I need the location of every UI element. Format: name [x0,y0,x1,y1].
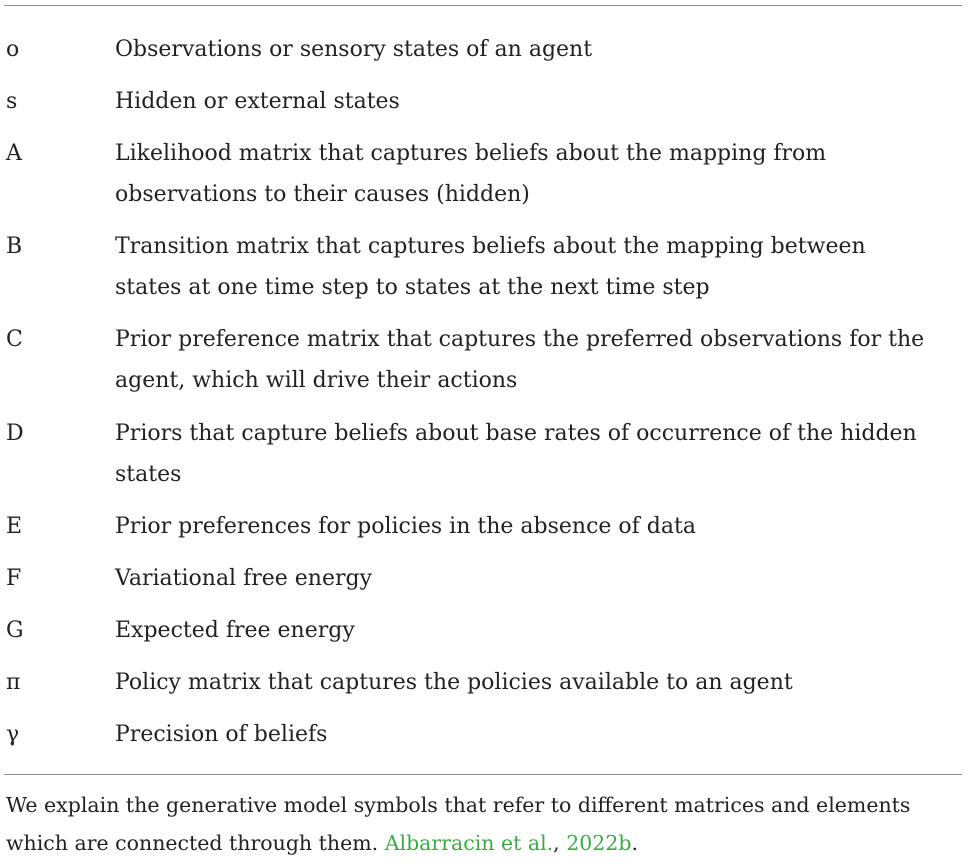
description-cell [115,319,960,401]
description-cell [115,714,960,755]
description-cell [115,29,960,70]
symbol-cell: C [6,327,23,352]
description-line: Prior preferences for policies in the absence of data [115,514,696,539]
description-line: Policy matrix that captures the policies available to an agent [115,670,793,695]
table-top-rule [4,5,962,6]
description-cell [115,413,960,495]
description-line: Precision of beliefs [115,722,328,747]
description-line: Transition matrix that captures beliefs about the mapping between [115,234,866,259]
description-line: states [115,462,182,487]
symbol-cell: γ [6,722,20,747]
description-line: Likelihood matrix that captures beliefs about the mapping from [115,141,827,166]
symbol-cell: A [6,141,22,166]
description-line: Variational free energy [115,566,373,591]
description-line: Observations or sensory states of an agent [115,37,593,62]
caption-period: . [631,831,639,855]
description-line: Expected free energy [115,618,355,643]
caption-line [6,824,964,862]
description-cell [115,662,960,703]
symbol-cell: E [6,514,23,539]
caption-line: We explain the generative model symbols that refer to different matrices and elements [6,793,911,817]
description-line: agent, which will drive their actions [115,368,518,393]
citation-year-link[interactable]: 2022b [566,831,632,855]
symbol-cell: π [6,670,21,695]
table-caption [6,786,964,862]
description-line: Priors that capture beliefs about base rates of occurrence of the hidden [115,421,917,446]
symbol-cell: G [6,618,24,643]
description-line: states at one time step to states at the next time step [115,275,710,300]
symbol-cell: D [6,421,24,446]
description-cell [115,610,960,651]
symbol-cell: s [6,89,18,114]
description-line: observations to their causes (hidden) [115,182,530,207]
caption-text: which are connected through them. [6,831,385,855]
table-bottom-rule [4,774,962,775]
description-cell [115,133,960,215]
symbol-cell: o [6,37,20,62]
symbol-cell: F [6,566,22,591]
description-cell [115,226,960,308]
citation-separator: , [553,831,567,855]
description-line: Prior preference matrix that captures the preferred observations for the [115,327,925,352]
citation-authors-link[interactable]: Albarracin et al. [384,831,554,855]
symbol-cell: B [6,234,23,259]
description-line: Hidden or external states [115,89,400,114]
description-cell [115,558,960,599]
description-cell [115,506,960,547]
description-cell [115,81,960,122]
